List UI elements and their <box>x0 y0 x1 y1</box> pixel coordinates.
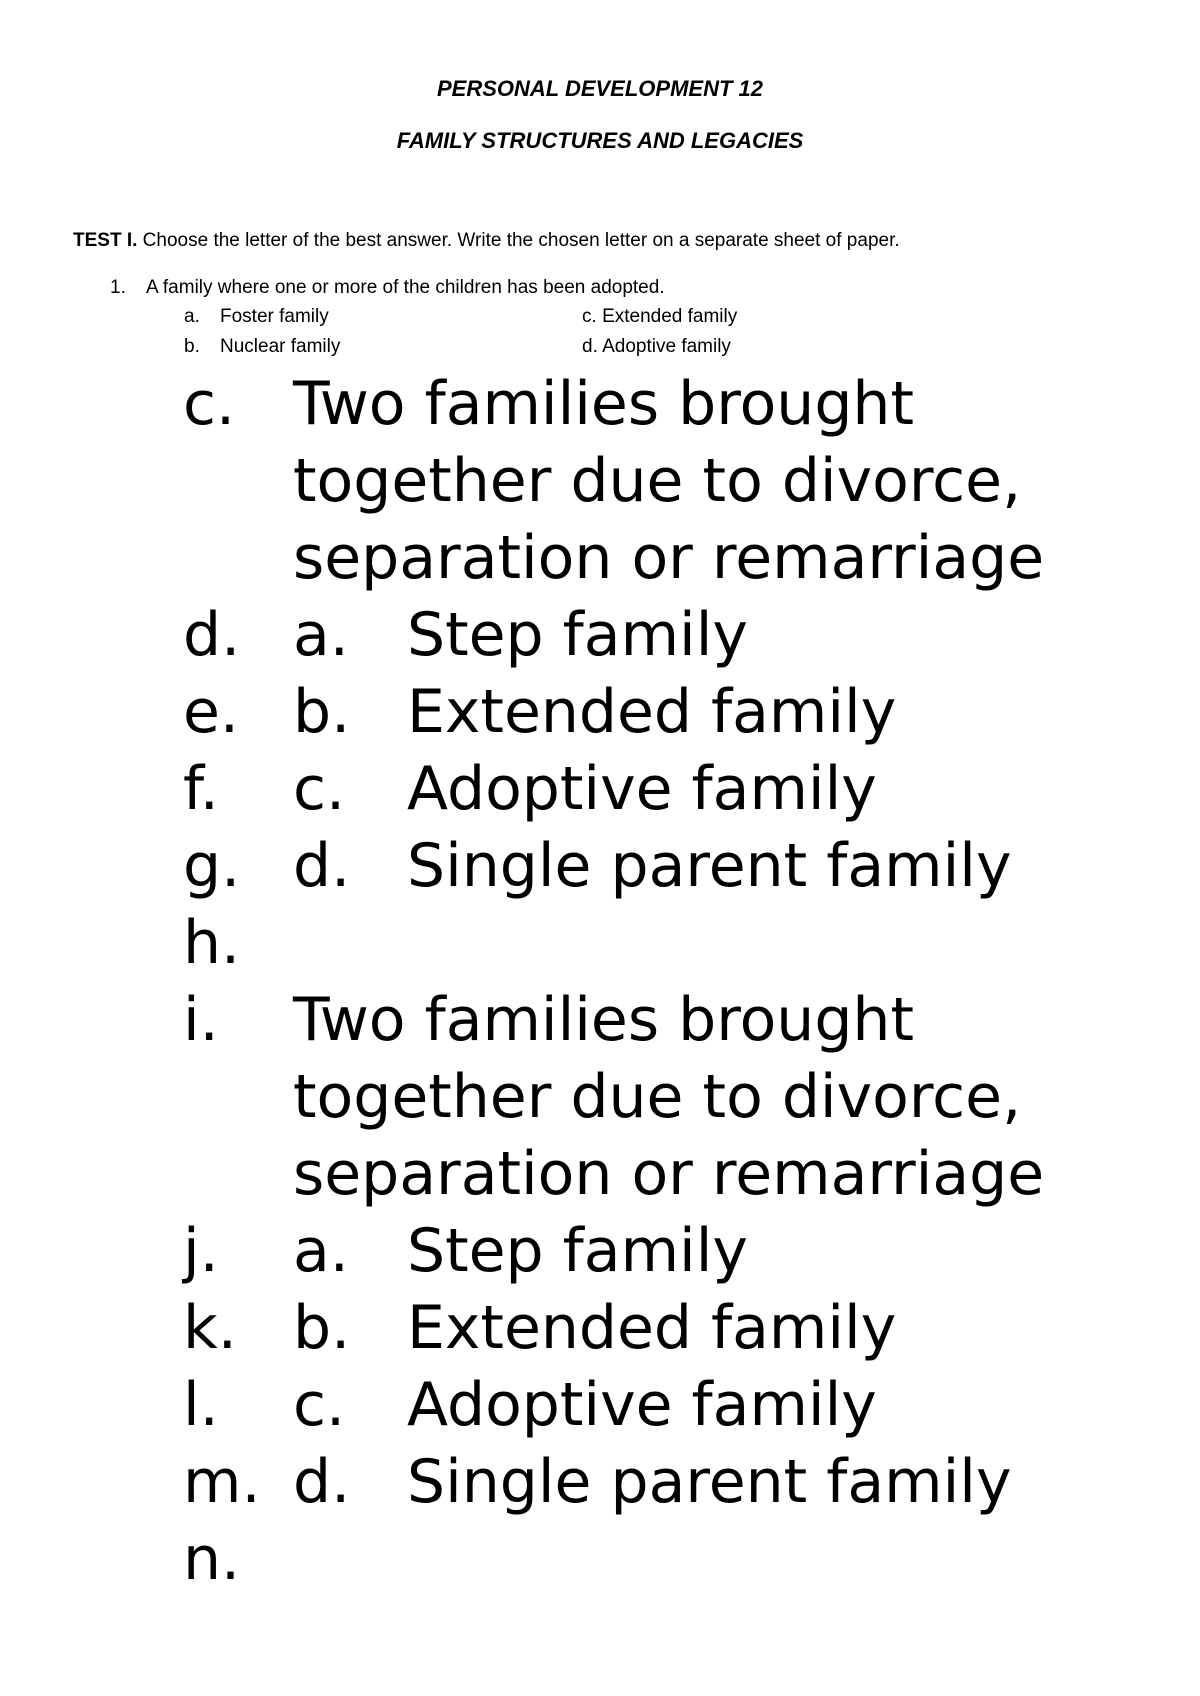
sub-marker: d. <box>293 1447 351 1517</box>
sub-marker: c. <box>293 754 346 824</box>
item-text: Adoptive family <box>407 754 877 824</box>
list-marker: k. <box>183 1293 237 1363</box>
choice-b <box>184 335 340 359</box>
list-marker: e. <box>183 677 239 747</box>
sub-marker: b. <box>293 1293 351 1363</box>
item-text: Single parent family <box>407 1447 1012 1517</box>
item-text: Extended family <box>407 1293 897 1363</box>
list-item-empty <box>183 1521 1183 1598</box>
choice-text: Adoptive family <box>602 336 731 357</box>
item-text: Step family <box>407 1216 748 1286</box>
list-item-stem <box>183 982 1053 1213</box>
list-item <box>183 1367 1183 1444</box>
list-item <box>183 674 1183 751</box>
list-item-stem <box>183 366 1053 597</box>
document-subtitle: FAMILY STRUCTURES AND LEGACIES <box>396 128 804 153</box>
question-number: 1. <box>110 277 126 298</box>
list-marker: h. <box>183 908 241 978</box>
choice-letter: a. <box>184 306 200 327</box>
item-text: Single parent family <box>407 831 1012 901</box>
sub-marker: d. <box>293 831 351 901</box>
list-marker: l. <box>183 1370 219 1440</box>
choice-letter: b. <box>184 336 200 357</box>
choice-c <box>582 305 737 329</box>
item-text: Adoptive family <box>407 1370 877 1440</box>
choice-text: Foster family <box>220 306 329 327</box>
list-marker: n. <box>183 1524 241 1594</box>
list-marker: c. <box>183 369 236 439</box>
list-marker: j. <box>183 1216 219 1286</box>
test-label: TEST I. <box>73 230 138 251</box>
stem-text: Two families brought together due to divorce, separation or remarriage <box>293 369 1045 593</box>
large-list <box>183 366 1183 1598</box>
list-item <box>183 751 1183 828</box>
choice-d <box>582 335 731 359</box>
list-item <box>183 1444 1183 1521</box>
list-marker: f. <box>183 754 219 824</box>
list-item <box>183 1213 1183 1290</box>
list-marker: i. <box>183 985 219 1055</box>
item-text: Step family <box>407 600 748 670</box>
question-text: A family where one or more of the children has been adopted. <box>146 277 665 298</box>
list-item-empty <box>183 905 1183 982</box>
document-title: PERSONAL DEVELOPMENT 12 <box>437 76 763 101</box>
choice-text: Nuclear family <box>220 336 341 357</box>
item-text: Extended family <box>407 677 897 747</box>
list-marker: g. <box>183 831 241 901</box>
sub-marker: b. <box>293 677 351 747</box>
list-marker: m. <box>183 1447 261 1517</box>
list-item <box>183 597 1183 674</box>
choice-text: Extended family <box>602 306 738 327</box>
sub-marker: a. <box>293 1216 349 1286</box>
choice-a <box>184 305 329 329</box>
list-item <box>183 828 1183 905</box>
sub-marker: a. <box>293 600 349 670</box>
choice-letter: d. <box>582 336 598 357</box>
test-instructions <box>73 229 1183 253</box>
list-marker: d. <box>183 600 241 670</box>
sub-marker: c. <box>293 1370 346 1440</box>
list-item <box>183 1290 1183 1367</box>
choice-letter: c. <box>582 306 597 327</box>
instructions-text: Choose the letter of the best answer. Write the chosen letter on a separate sheet of paper. <box>137 230 900 251</box>
question-1 <box>110 276 665 300</box>
stem-text: Two families brought together due to divorce, separation or remarriage <box>293 985 1045 1209</box>
